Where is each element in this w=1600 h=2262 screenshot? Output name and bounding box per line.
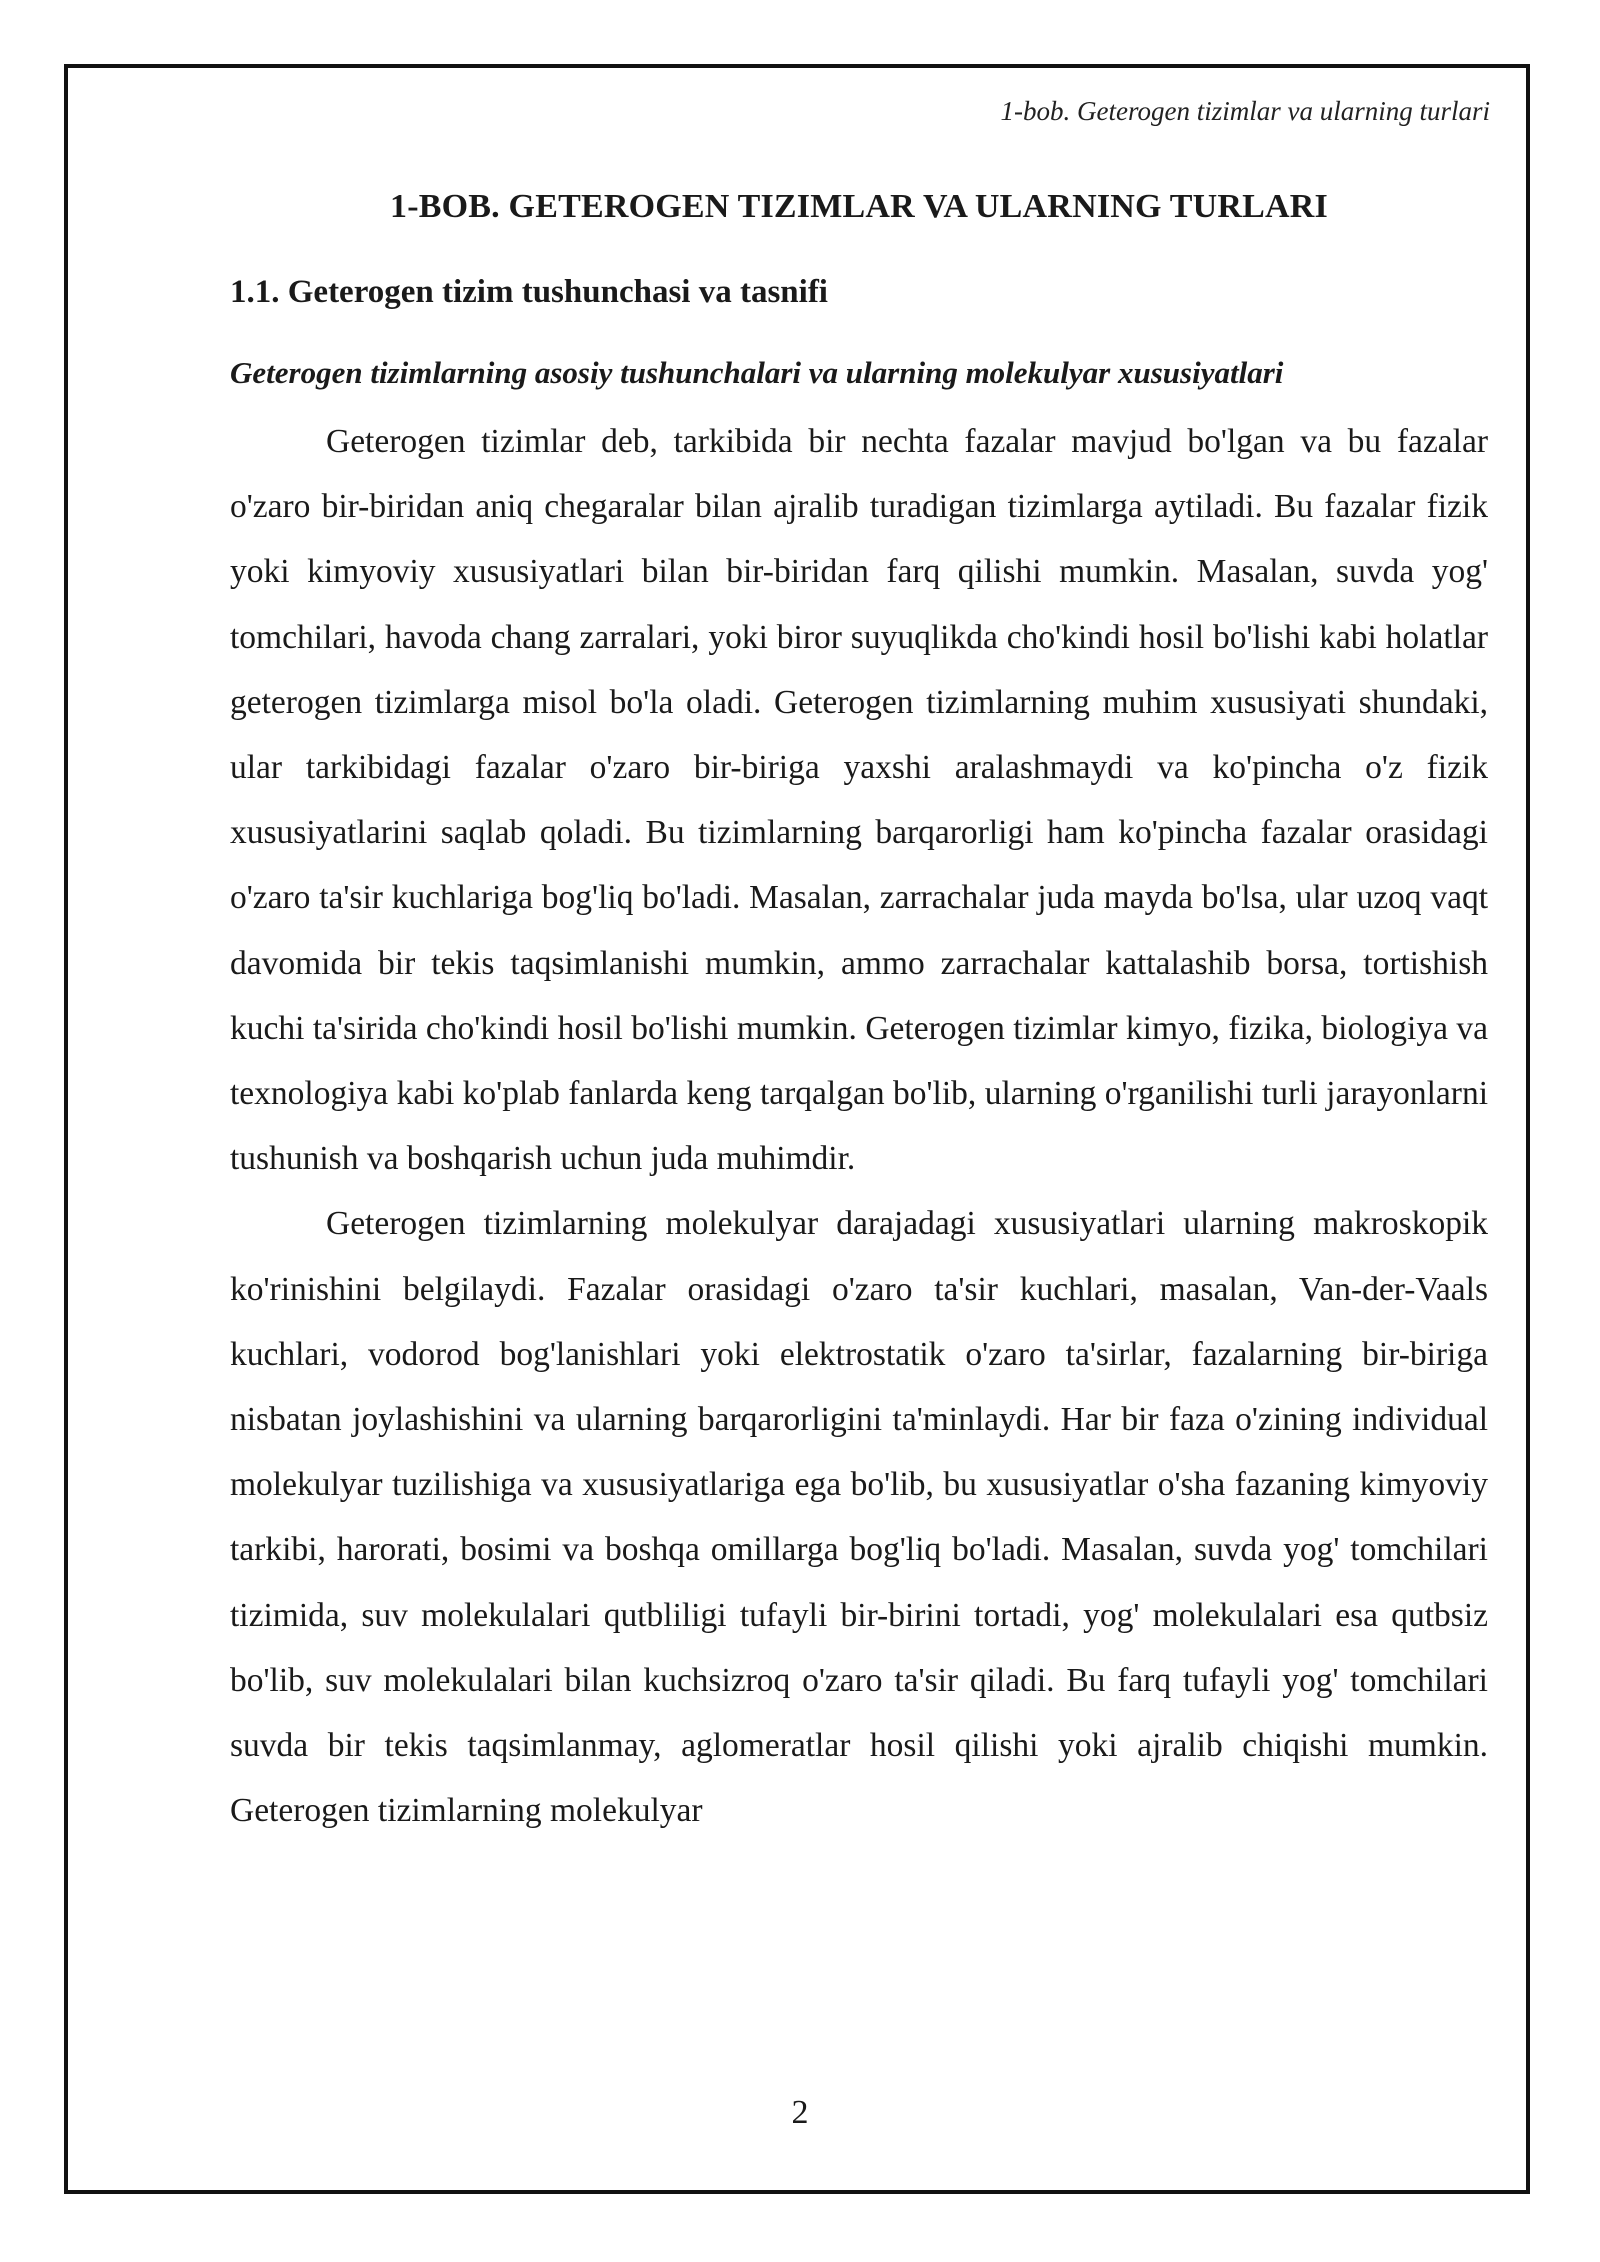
- section-title: 1.1. Geterogen tizim tushunchasi va tasnifi: [230, 274, 828, 310]
- body-paragraph-2: Geterogen tizimlarning molekulyar darajadagi xususiyatlari ularning makroskopik ko'rinishini belgilaydi. Fazalar orasidagi o'zaro ta'sir kuchlari, masalan, Van-der-Vaals kuchlari, vodorod bog'lanishlari yoki elektrostatik o'zaro ta'sirlar, fazalarning bir-biriga nisbatan joylashishini va ularning barqarorligini ta'minlaydi. Har bir faza o'zining individual molekulyar tuzilishiga va xususiyatlariga ega bo'lib, bu xususiyatlar o'sha fazaning kimyoviy tarkibi, harorati, bosimi va boshqa omillarga bog'liq bo'ladi. Masalan, suvda yog' tomchilari tizimida, suv molekulalari qutbliligi tufayli bir-birini tortadi, yog' molekulalari esa qutbsiz bo'lib, suv molekulalari bilan kuchsizroq o'zaro ta'sir qiladi. Bu farq tufayli yog' tomchilari suvda bir tekis taqsimlanmay, aglomeratlar hosil qilishi yoki ajralib chiqishi mumkin. Geterogen tizimlarning molekulyar: [230, 1205, 1488, 1830]
- page-number: 2: [791, 2094, 809, 2131]
- chapter-title: 1-BOB. GETEROGEN TIZIMLAR VA ULARNING TURLARI: [390, 188, 1328, 225]
- body-paragraph-1: Geterogen tizimlar deb, tarkibida bir nechta fazalar mavjud bo'lgan va bu fazalar o'zaro bir-biridan aniq chegaralar bilan ajralib turadigan tizimlarga aytiladi. Bu fazalar fizik yoki kimyoviy xususiyatlari bilan bir-biridan farq qilishi mumkin. Masalan, suvda yog' tomchilari, havoda chang zarralari, yoki biror suyuqlikda cho'kindi hosil bo'lishi kabi holatlar geterogen tizimlarga misol bo'la oladi. Geterogen tizimlarning muhim xususiyati shundaki, ular tarkibidagi fazalar o'zaro bir-biriga yaxshi aralashmaydi va ko'pincha o'z fizik xususiyatlarini saqlab qoladi. Bu tizimlarning barqarorligi ham ko'pincha fazalar orasidagi o'zaro ta'sir kuchlariga bog'liq bo'ladi. Masalan, zarrachalar juda mayda bo'lsa, ular uzoq vaqt davomida bir tekis taqsimlanishi mumkin, ammo zarrachalar kattalashib borsa, tortishish kuchi ta'sirida cho'kindi hosil bo'lishi mumkin. Geterogen tizimlar kimyo, fizika, biologiya va texnologiya kabi ko'plab fanlarda keng tarqalgan bo'lib, ularning o'rganilishi turli jarayonlarni tushunish va boshqarish uchun juda muhimdir.: [230, 423, 1488, 1178]
- subsection-title: Geterogen tizimlarning asosiy tushunchalari va ularning molekulyar xususiyatlari: [230, 355, 1284, 390]
- running-header: 1-bob. Geterogen tizimlar va ularning turlari: [1000, 96, 1490, 126]
- page-content: [230, 188, 1488, 1843]
